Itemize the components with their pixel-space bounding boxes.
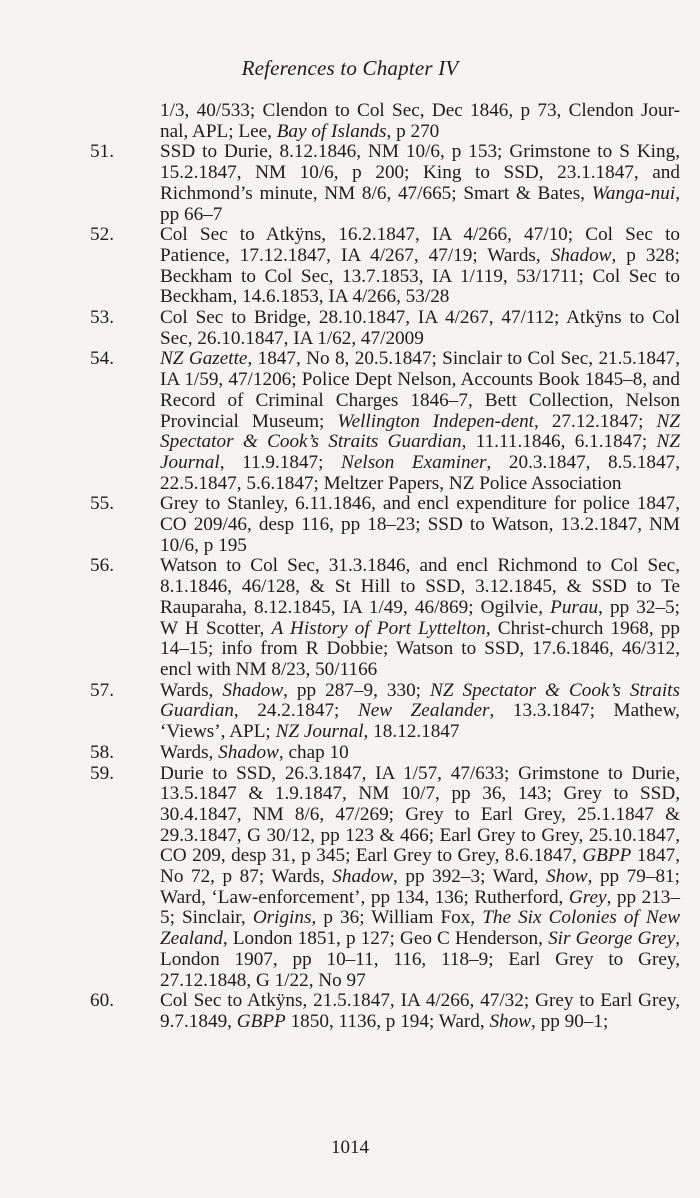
note-number: 55. [90, 493, 114, 515]
reference-note [90, 349, 680, 494]
note-number: 54. [90, 348, 114, 370]
running-header: References to Chapter IV [241, 56, 459, 80]
note-text: Col Sec to Bridge, 28.10.1847, IA 4/267, 47/112; Atkÿns to Col Sec, 26.10.1847, IA 1/62, 47/2009 [160, 307, 680, 349]
note-number: 52. [90, 224, 114, 246]
reference-note [90, 681, 680, 743]
note-number: 57. [90, 679, 114, 701]
reference-note [90, 494, 680, 556]
reference-note [90, 556, 680, 680]
reference-notes-list [90, 101, 680, 1033]
note-number: 59. [90, 762, 114, 784]
reference-note [90, 743, 680, 764]
reference-note [90, 225, 680, 308]
note-text: SSD to Durie, 8.12.1846, NM 10/6, p 153; Grimstone to S King, 15.2.1847, NM 10/6, p 200; King to SSD, 23.1.1847, and Richmond’s minute, NM 8/6, 47/665; Smart & Bates, Wanga-nui, pp 66–7 [160, 141, 680, 225]
note-number: 60. [90, 990, 114, 1012]
note-text: 1/3, 40/533; Clendon to Col Sec, Dec 1846, p 73, Clendon Jour-nal, APL; Lee, Bay of Islands, p 270 [160, 100, 680, 142]
reference-note [90, 991, 680, 1032]
reference-note [90, 764, 680, 992]
note-text: Wards, Shadow, chap 10 [160, 741, 349, 763]
reference-note [90, 308, 680, 349]
page-number: 1014 [331, 1137, 369, 1158]
reference-note [90, 142, 680, 225]
note-text: Col Sec to Atkÿns, 16.2.1847, IA 4/266, 47/10; Col Sec to Patience, 17.12.1847, IA 4/267, 47/19; Wards, Shadow, p 328; Beckham to Col Sec, 13.7.1853, IA 1/119, 53/1711; Col Sec to Beckham, 14.6.1853, IA 4/266, 53/28 [160, 224, 680, 308]
note-text: Grey to Stanley, 6.11.1846, and encl expenditure for police 1847, CO 209/46, desp 116, pp 18–23; SSD to Watson, 13.2.1847, NM 10/6, p 195 [160, 493, 680, 556]
note-text: Durie to SSD, 26.3.1847, IA 1/57, 47/633; Grimstone to Durie, 13.5.1847 & 1.9.1847, NM 10/7, pp 36, 143; Grey to SSD, 30.4.1847, NM 8/6, 47/269; Grey to Earl Grey, 25.1.1847 & 29.3.1847, G 30/12, pp 123 & 466; Earl Grey to Grey, 25.10.1847, CO 209, desp 31, p 345; Earl Grey to Grey, 8.6.1847, GBPP 1847, No 72, p 87; Wards, Shadow, pp 392–3; Ward, Show, pp 79–81; Ward, ‘Law-enforcement’, pp 134, 136; Rutherford, Grey, pp 213–5; Sinclair, Origins, p 36; William Fox, The Six Colonies of New Zealand, London 1851, p 127; Geo C Henderson, Sir George Grey, London 1907, pp 10–11, 116, 118–9; Earl Grey to Grey, 27.12.1848, G 1/22, No 97 [160, 762, 681, 991]
reference-note [90, 101, 680, 142]
note-text: Watson to Col Sec, 31.3.1846, and encl Richmond to Col Sec, 8.1.1846, 46/128, & St Hill to SSD, 3.12.1845, & SSD to Te Rauparaha, 8.12.1845, IA 1/49, 46/869; Ogilvie, Purau, pp 32–5; W H Scotter, A History of Port Lyttelton, Christ-church 1968, pp 14–15; info from R Dobbie; Watson to SSD, 17.6.1846, 46/312, encl with NM 8/23, 50/1166 [160, 555, 680, 680]
note-number: 51. [90, 141, 114, 163]
note-number: 53. [90, 307, 114, 329]
note-text: Col Sec to Atkÿns, 21.5.1847, IA 4/266, 47/32; Grey to Earl Grey, 9.7.1849, GBPP 1850, 1136, p 194; Ward, Show, pp 90–1; [160, 990, 680, 1032]
note-number: 58. [90, 741, 114, 763]
note-text: Wards, Shadow, pp 287–9, 330; NZ Spectator & Cook’s Straits Guardian, 24.2.1847; New Zealander, 13.3.1847; Mathew, ‘Views’, APL; NZ Journal, 18.12.1847 [160, 679, 680, 743]
note-text: NZ Gazette, 1847, No 8, 20.5.1847; Sinclair to Col Sec, 21.5.1847, IA 1/59, 47/1206; Police Dept Nelson, Accounts Book 1845–8, and Record of Criminal Charges 1846–7, Bett Collection, Nelson Provincial Museum; Wellington Indepen-dent, 27.12.1847; NZ Spectator & Cook’s Straits Guardian, 11.11.1846, 6.1.1847; NZ Journal, 11.9.1847; Nelson Examiner, 20.3.1847, 8.5.1847, 22.5.1847, 5.6.1847; Meltzer Papers, NZ Police Association [160, 348, 680, 494]
note-number: 56. [90, 555, 114, 577]
